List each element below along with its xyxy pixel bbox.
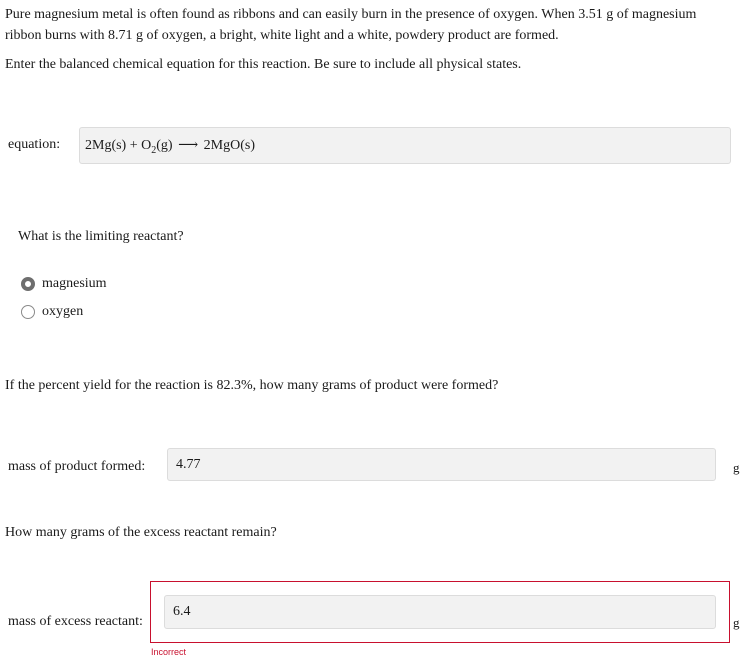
excess-mass-label: mass of excess reactant: <box>8 614 143 629</box>
limiting-question: What is the limiting reactant? <box>18 229 184 244</box>
equation-display <box>85 137 255 156</box>
incorrect-feedback: Incorrect <box>151 647 187 657</box>
excess-question: How many grams of the excess reactant remain? <box>5 525 277 540</box>
option-magnesium-label: magnesium <box>42 276 107 291</box>
product-mass-label: mass of product formed: <box>8 459 146 474</box>
reactant-magnesium: 2Mg(s) <box>85 138 127 153</box>
instruction-text: Enter the balanced chemical equation for this reaction. Be sure to include all physical states. <box>5 57 522 72</box>
product-mgo: 2MgO(s) <box>203 138 256 153</box>
problem-line-1: Pure magnesium metal is often found as ribbons and can easily burn in the presence of oxygen. When 3.51 g of magnesium <box>5 7 697 22</box>
equation-input[interactable] <box>79 127 731 164</box>
product-mass-value: 4.77 <box>176 457 201 472</box>
excess-mass-input[interactable] <box>164 595 716 629</box>
problem-statement <box>5 4 740 46</box>
option-oxygen[interactable] <box>21 304 221 322</box>
radio-magnesium[interactable] <box>21 277 35 291</box>
excess-error-frame <box>150 581 730 643</box>
option-magnesium[interactable] <box>21 276 221 294</box>
radio-oxygen[interactable] <box>21 305 35 319</box>
excess-mass-value: 6.4 <box>173 604 191 619</box>
problem-line-2: ribbon burns with 8.71 g of oxygen, a bright, white light and a white, powdery product are formed. <box>5 28 559 43</box>
excess-mass-unit: g <box>733 615 740 630</box>
product-mass-input[interactable] <box>167 448 716 481</box>
plus-sign: + <box>129 138 138 153</box>
equation-label: equation: <box>8 137 61 152</box>
option-oxygen-label: oxygen <box>42 304 84 319</box>
yield-question: If the percent yield for the reaction is 82.3%, how many grams of product were formed? <box>5 378 499 393</box>
reactant-oxygen: $O_2(g)$ <box>141 138 173 156</box>
reaction-arrow-icon: ⟶ <box>178 138 199 153</box>
product-mass-unit: g <box>733 460 740 475</box>
